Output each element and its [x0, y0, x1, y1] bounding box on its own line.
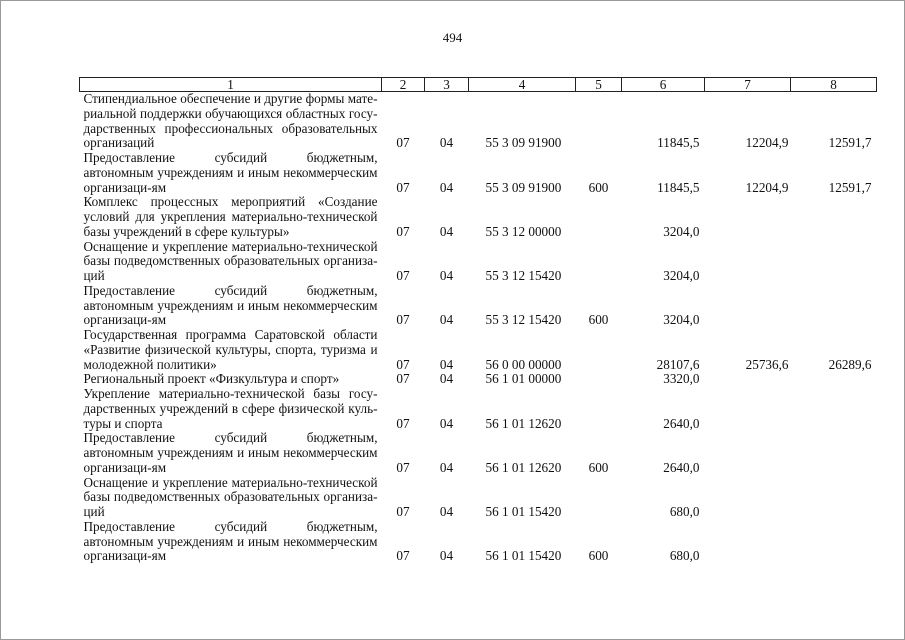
cell-subsection: 04 [439, 268, 454, 283]
cell-description: Предоставление субсидий бюджетным, автономным учреждениям и иным некоммерческим организаци-ям [83, 430, 378, 475]
cell-target-code: 55 3 12 15420 [485, 268, 562, 283]
cell-amount-year1: 3204,0 [663, 312, 700, 328]
cell-amount-year2: 12204,9 [745, 135, 789, 151]
cell-amount-year3 [791, 431, 877, 475]
cell-subsection: 04 [439, 504, 454, 519]
cell-description: Государственная программа Саратовской области «Развитие физической культуры, спорта, туризма и молодежной политики» [83, 327, 378, 372]
cell-expense-type [576, 476, 622, 520]
column-header-6: 6 [622, 78, 705, 92]
cell-description: Предоставление субсидий бюджетным, автономным учреждениям и иным некоммерческим организаци-ям [83, 518, 378, 564]
cell-amount-year3: 12591,7 [828, 179, 872, 195]
cell-amount-year1: 11845,5 [657, 135, 700, 151]
cell-amount-year3 [791, 520, 877, 564]
cell-description: Комплекс процессных мероприятий «Создание условий для укрепления материально-технической базы учреждений в сфере культуры» [83, 194, 378, 239]
cell-target-code: 56 1 01 15420 [485, 504, 562, 519]
cell-target-code: 55 3 12 00000 [485, 223, 562, 239]
cell-expense-type: 600 [588, 459, 609, 475]
cell-section: 07 [396, 312, 410, 328]
cell-subsection: 04 [439, 312, 454, 328]
cell-amount-year2 [705, 372, 791, 387]
cell-subsection: 04 [439, 459, 454, 475]
cell-amount-year3 [791, 387, 877, 431]
cell-section: 07 [396, 504, 410, 519]
cell-target-code: 55 3 12 15420 [485, 312, 562, 328]
cell-amount-year1: 3204,0 [663, 223, 700, 239]
table-row [80, 92, 877, 152]
cell-amount-year3 [791, 195, 877, 239]
table-row [80, 431, 877, 475]
cell-description: Предоставление субсидий бюджетным, автономным учреждениям и иным некоммерческим организаци-ям [83, 282, 378, 328]
table-row [80, 387, 877, 431]
cell-subsection: 04 [439, 371, 454, 387]
cell-section: 07 [396, 268, 410, 283]
cell-expense-type [576, 387, 622, 431]
cell-amount-year2 [705, 520, 791, 564]
cell-subsection: 04 [439, 223, 454, 239]
cell-amount-year1: 3204,0 [663, 268, 700, 283]
cell-target-code: 56 1 01 12620 [485, 415, 562, 431]
cell-description: Оснащение и укрепление материально-технической базы подведомственных образовательных организа-ций [83, 474, 378, 519]
cell-expense-type [576, 328, 622, 372]
cell-section: 07 [396, 356, 410, 372]
cell-target-code: 56 1 01 00000 [485, 371, 562, 387]
cell-expense-type: 600 [588, 312, 609, 328]
budget-table [79, 77, 877, 564]
cell-target-code: 55 3 09 91900 [485, 135, 562, 151]
table-row [80, 520, 877, 564]
cell-description: Предоставление субсидий бюджетным, автономным учреждениям и иным некоммерческим организаци-ям [83, 150, 378, 195]
cell-amount-year2 [705, 195, 791, 239]
cell-subsection: 04 [439, 548, 454, 564]
cell-amount-year1: 2640,0 [663, 459, 700, 475]
cell-amount-year2 [705, 476, 791, 520]
column-header-8: 8 [791, 78, 877, 92]
cell-amount-year2 [705, 284, 791, 328]
cell-target-code: 56 0 00 00000 [485, 356, 562, 372]
header-row [80, 78, 877, 92]
cell-target-code: 56 1 01 12620 [485, 459, 562, 475]
cell-section: 07 [396, 459, 410, 475]
cell-description: Стипендиальное обеспечение и другие формы мате-риальной поддержки обучающихся областных госу-дарственных профессиональных образовательных организаций [83, 91, 378, 151]
table-row [80, 284, 877, 328]
cell-expense-type [576, 92, 622, 152]
cell-amount-year1: 2640,0 [663, 415, 700, 431]
column-header-4: 4 [469, 78, 576, 92]
cell-expense-type [576, 195, 622, 239]
table-row [80, 151, 877, 195]
cell-expense-type [576, 240, 622, 284]
cell-amount-year1: 11845,5 [657, 179, 700, 195]
cell-section: 07 [396, 415, 410, 431]
column-header-2: 2 [382, 78, 425, 92]
cell-amount-year2 [705, 387, 791, 431]
cell-expense-type: 600 [588, 548, 609, 564]
cell-section: 07 [396, 548, 410, 564]
cell-amount-year1: 3320,0 [663, 371, 700, 387]
cell-subsection: 04 [439, 179, 454, 195]
cell-section: 07 [396, 179, 410, 195]
table-row [80, 328, 877, 372]
column-header-5: 5 [576, 78, 622, 92]
cell-amount-year2 [705, 240, 791, 284]
cell-section: 07 [396, 371, 410, 387]
table-row [80, 195, 877, 239]
column-header-1: 1 [80, 78, 382, 92]
cell-section: 07 [396, 223, 410, 239]
cell-subsection: 04 [439, 415, 454, 431]
cell-amount-year2: 25736,6 [745, 356, 789, 372]
cell-subsection: 04 [439, 356, 454, 372]
cell-description: Укрепление материально-технической базы госу-дарственных учреждений в сфере физической куль-туры и спорта [83, 386, 378, 431]
table-row [80, 240, 877, 284]
cell-expense-type: 600 [588, 179, 609, 195]
cell-amount-year1: 680,0 [669, 548, 700, 564]
table-row [80, 476, 877, 520]
cell-description: Оснащение и укрепление материально-технической базы подведомственных образовательных организа-ций [83, 238, 378, 283]
cell-amount-year3: 12591,7 [828, 135, 872, 151]
cell-amount-year1: 680,0 [669, 504, 700, 519]
cell-amount-year2 [705, 431, 791, 475]
cell-amount-year3 [791, 372, 877, 387]
cell-amount-year3 [791, 240, 877, 284]
table-row [80, 372, 877, 387]
cell-target-code: 55 3 09 91900 [485, 179, 562, 195]
cell-description: Региональный проект «Физкультура и спорт» [83, 371, 340, 387]
page-number: 494 [442, 30, 463, 45]
column-header-7: 7 [705, 78, 791, 92]
cell-amount-year1: 28107,6 [656, 356, 700, 372]
cell-amount-year3 [791, 284, 877, 328]
column-header-3: 3 [425, 78, 469, 92]
cell-amount-year3: 26289,6 [828, 356, 872, 372]
cell-target-code: 56 1 01 15420 [485, 548, 562, 564]
cell-section: 07 [396, 135, 410, 151]
cell-amount-year3 [791, 476, 877, 520]
cell-subsection: 04 [439, 135, 454, 151]
cell-amount-year2: 12204,9 [745, 179, 789, 195]
cell-expense-type [576, 372, 622, 387]
